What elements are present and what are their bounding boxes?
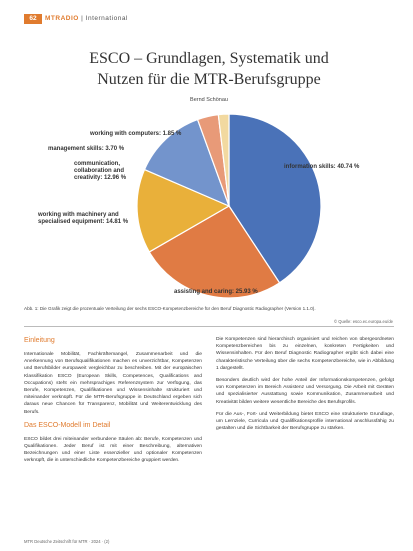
text-column-left <box>24 336 202 470</box>
paragraph: ESCO bildet drei miteinander verbundene Säulen ab: Berufe, Kompetenzen und Qualifikationen. Jeder Beruf ist mit einer Beschreibung, alternativen Bezeichnungen und einer Liste essenzieller und optionaler Kompetenzen verknüpft, die in unterschiedliche Kompetenzbereiche gruppiert werden. <box>24 436 202 464</box>
pie-chart-svg <box>24 106 394 304</box>
figure-caption: Abb. 1: Die Grafik zeigt die prozentuale Verteilung der sechs ESCO-Kompetenzbereiche für den Beruf Diagnostic Radiographer (Version 1.1.0). <box>24 306 316 311</box>
divider <box>24 326 394 327</box>
section-accent: MTRADIO <box>45 15 79 22</box>
heading-introduction: Einleitung <box>24 337 55 344</box>
text-column-right <box>216 336 394 437</box>
figure-credit: © Quelle: esco.ec.europa.eu/de <box>334 319 393 324</box>
page-header <box>0 0 413 24</box>
article-author: Bernd Schönau <box>190 97 228 103</box>
paragraph: Besonders deutlich wird der hohe Anteil der Informationskompetenzen, gefolgt von Kompetenzen im Bereich Assistenz und Versorgung. Die Arbeit mit Geräten und spezialisierter Ausstattung sowie Kommunikation, Zusammenarbeit und Kreativität bilden weitere wesentliche Bereiche des Berufsprofils. <box>216 378 394 405</box>
pie-slice-label: working with machinery and specialised equipment: 14.81 % <box>38 212 129 225</box>
pie-slice-label: assisting and caring: 25.93 % <box>174 289 258 295</box>
pie-slice-label: management skills: 3.70 % <box>48 146 125 152</box>
pie-slice-label: communication, collaboration and creativity: 12.96 % <box>74 161 127 181</box>
section-label: MTRADIO | International <box>45 15 128 22</box>
article-title <box>24 48 394 90</box>
page-number: 62 <box>24 14 42 24</box>
pie-slice-label: working with computers: 1.85 % <box>90 131 182 137</box>
heading-esco-model: Das ESCO-Modell im Detail <box>24 421 111 429</box>
title-line-1: ESCO – Grundlagen, Systematik und <box>89 50 329 67</box>
paragraph: Die Kompetenzen sind hierarchisch organisiert und reichen von übergeordneten Kompetenzbereichen bis zu einzelnen, konkreten Fertigkeiten und Wissensinhalten. Für den Beruf Diagnostic Radiographer ergibt sich dabei eine charakteristische Verteilung über die sechs Kompetenzbereiche, wie in Abbildung 1 dargestellt. <box>216 337 394 371</box>
pie-chart <box>24 106 394 304</box>
paragraph: Für die Aus-, Fort- und Weiterbildung bietet ESCO eine strukturierte Grundlage, um Lernziele, Curricula und Qualifikationsprofile international anschlussfähig zu gestalten und die Sichtbarkeit der Berufsgruppe zu stärken. <box>216 411 394 432</box>
page-footer: MTR Deutsche Zeitschrift für MTR · 2024 · (2) <box>24 539 110 544</box>
paragraph: Internationale Mobilität, Fachkräftemangel, Zusammenarbeit und die Anerkennung von Berufsqualifikationen machen es unverzichtbar, Kompetenzen und Berufsbilder europaweit vergleichbar zu beschreiben. Mit der europäischen Klassifikation ESCO (European Skills, Competences, Qualifications and Occupations) steht ein mehrsprachiges Referenzsystem zur Verfügung, das Berufe, Kompetenzen, Qualifikationen und Wissensinhalte strukturiert und miteinander verknüpft. Für die MTR-Berufsgruppe in Deutschland ergeben sich daraus neue Chancen für Transparenz, Mobilität und Weiterentwicklung des Berufs. <box>24 352 202 415</box>
pie-slice-label: information skills: 40.74 % <box>284 164 360 170</box>
section-name: International <box>85 15 128 22</box>
title-line-2: Nutzen für die MTR-Berufsgruppe <box>97 71 321 88</box>
